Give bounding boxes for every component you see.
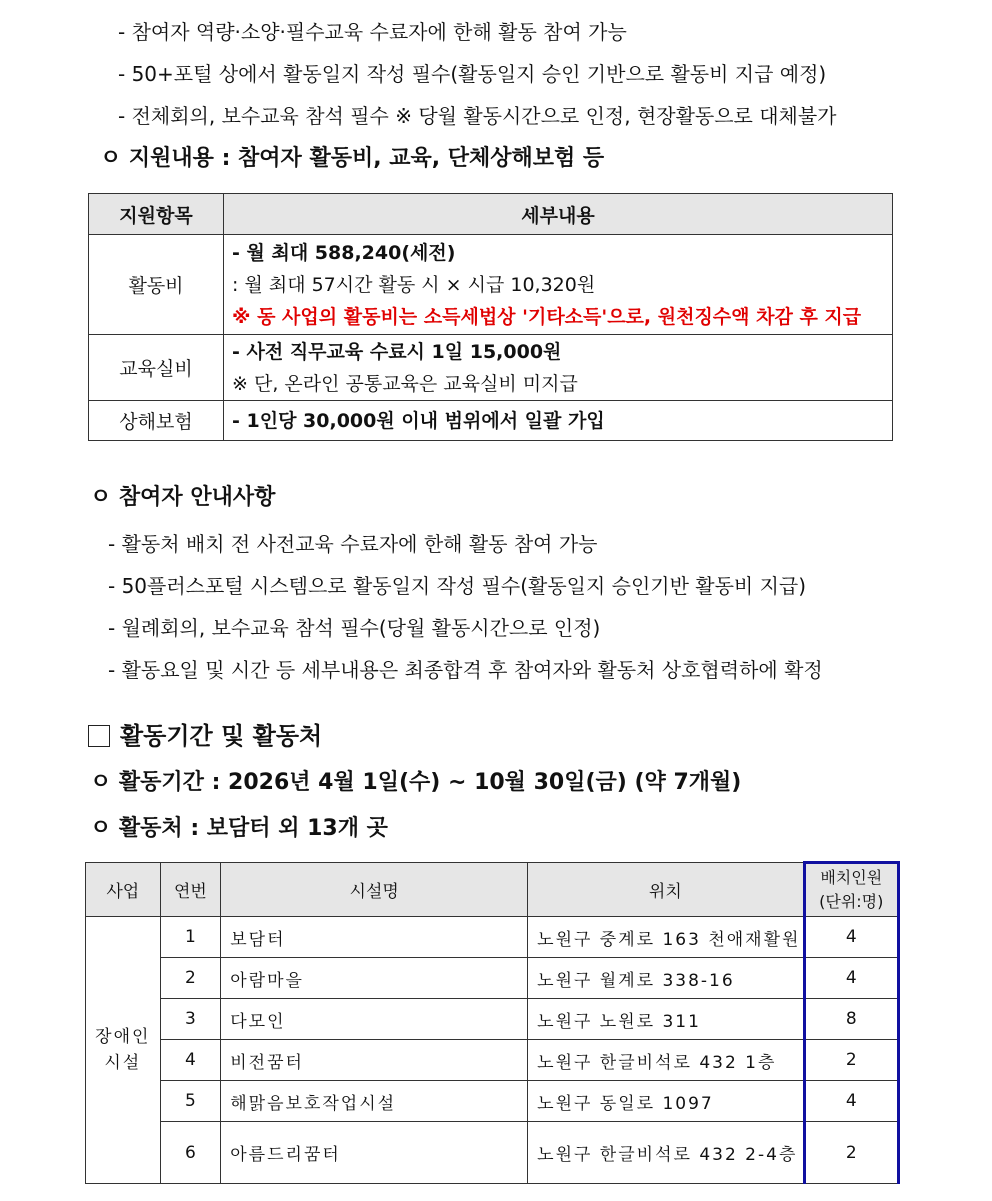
row-no: 1: [160, 917, 221, 958]
row-no: 6: [160, 1122, 221, 1184]
checkbox-icon: [88, 725, 110, 747]
row-count: 2: [804, 1040, 898, 1081]
support-line: : 월 최대 57시간 활동 시 × 시급 10,320원: [232, 273, 596, 296]
row-location: 노원구 월계로 338-16: [528, 958, 804, 999]
row-count: 4: [804, 1081, 898, 1122]
group-label: 장애인 시설: [86, 917, 161, 1184]
row-name: 아람마을: [221, 958, 528, 999]
row-name: 다모인: [221, 999, 528, 1040]
row-name: 아름드리꿈터: [221, 1122, 528, 1184]
support-header-item: 지원항목: [89, 194, 224, 235]
section-title: [88, 720, 322, 752]
row-location: 노원구 노원로 311: [528, 999, 804, 1040]
row-location: 노원구 동일로 1097: [528, 1081, 804, 1122]
row-no: 2: [160, 958, 221, 999]
intro-bullet: - 전체회의, 보수교육 참석 필수 ※ 당월 활동시간으로 인정, 현장활동으로 대체불가: [118, 104, 837, 128]
row-no: 5: [160, 1081, 221, 1122]
row-count: 4: [804, 917, 898, 958]
place-line: ㅇ 활동처 : 보담터 외 13개 곳: [90, 816, 388, 841]
period-line: ㅇ 활동기간 : 2026년 4월 1일(수) ~ 10월 30일(금) (약 7개월): [90, 770, 742, 795]
section-title-text: 활동기간 및 활동처: [120, 722, 323, 750]
place-header-business: 사업: [86, 863, 161, 917]
participant-bullet: - 활동요일 및 시간 등 세부내용은 최종합격 후 참여자와 활동처 상호협력하에 확정: [108, 658, 823, 682]
support-heading: ㅇ 지원내용 : 참여자 활동비, 교육, 단체상해보험 등: [100, 146, 605, 171]
place-header-no: 연번: [160, 863, 221, 917]
support-line: - 1인당 30,000원 이내 범위에서 일괄 가입: [232, 409, 605, 432]
place-header-count: 배치인원 (단위:명): [804, 863, 898, 917]
row-location: 노원구 한글비석로 432 1층: [528, 1040, 804, 1081]
intro-bullet: - 50+포털 상에서 활동일지 작성 필수(활동일지 승인 기반으로 활동비 지급 예정): [118, 62, 827, 86]
support-detail: [224, 401, 893, 441]
support-table: [88, 193, 893, 441]
row-count: 2: [804, 1122, 898, 1184]
support-item: 상해보험: [89, 401, 224, 441]
place-header-location: 위치: [528, 863, 804, 917]
support-line: ※ 단, 온라인 공통교육은 교육실비 미지급: [232, 372, 578, 395]
support-detail: [224, 335, 893, 401]
row-count: 8: [804, 999, 898, 1040]
row-location: 노원구 한글비석로 432 2-4층: [528, 1122, 804, 1184]
row-no: 3: [160, 999, 221, 1040]
participant-bullet: - 활동처 배치 전 사전교육 수료자에 한해 활동 참여 가능: [108, 532, 598, 556]
support-detail: [224, 235, 893, 335]
support-warning: ※ 동 사업의 활동비는 소득세법상 '기타소득'으로, 원천징수액 차감 후 지급: [232, 305, 862, 328]
row-location: 노원구 중계로 163 천애재활원: [528, 917, 804, 958]
row-count: 4: [804, 958, 898, 999]
support-header-detail: 세부내용: [224, 194, 893, 235]
participant-bullet: - 50플러스포털 시스템으로 활동일지 작성 필수(활동일지 승인기반 활동비 지급): [108, 574, 807, 598]
row-name: 해맑음보호작업시설: [221, 1081, 528, 1122]
support-item: 활동비: [89, 235, 224, 335]
participant-heading: ㅇ 참여자 안내사항: [90, 485, 276, 510]
place-header-name: 시설명: [221, 863, 528, 917]
support-item: 교육실비: [89, 335, 224, 401]
participant-bullet: - 월례회의, 보수교육 참석 필수(당월 활동시간으로 인정): [108, 616, 601, 640]
row-no: 4: [160, 1040, 221, 1081]
support-line: - 월 최대 588,240(세전): [232, 241, 456, 264]
place-table: [85, 861, 900, 1184]
support-line: - 사전 직무교육 수료시 1일 15,000원: [232, 340, 562, 363]
intro-bullet: - 참여자 역량·소양·필수교육 수료자에 한해 활동 참여 가능: [118, 20, 627, 44]
row-name: 보담터: [221, 917, 528, 958]
row-name: 비전꿈터: [221, 1040, 528, 1081]
